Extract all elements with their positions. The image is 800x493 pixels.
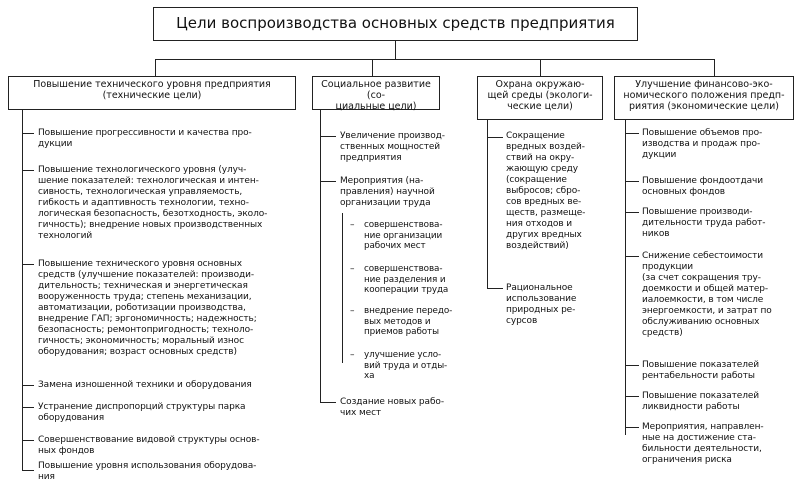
col3-tick: [487, 288, 503, 289]
col4-tick: [625, 396, 639, 397]
labor-organization-subitem: внедрение передо- вых методов и приемов работы: [364, 306, 453, 337]
col1-tick: [22, 264, 34, 265]
technical-goal-item: Повышение технического уровня основных средств (улучшение показателей: производи- дительность; техническая и энергетическая вооруженность труда; степень механизации, автоматизации, роботизации производства, внедрение ГАП; эргономичность; надежность; безопасность; ремонтопригодность; техноло- гичность; экономичность; моральный износ оборудования; возраст основных средств): [38, 259, 257, 357]
col4-tick: [625, 256, 639, 257]
header-social-goals: [312, 76, 440, 110]
labor-organization-subitem: улучшение усло- вий труда и отды- ха: [364, 350, 448, 381]
technical-goal-item: Замена изношенной техники и оборудования: [38, 380, 252, 390]
col1-connector: [155, 59, 156, 76]
col4-tick: [625, 365, 639, 366]
col2-tick: [320, 136, 336, 137]
col4-spine: [625, 120, 626, 435]
sub-bullet: –: [350, 264, 355, 274]
social-goal-item: Увеличение производ- ственных мощностей предприятия: [340, 131, 445, 163]
technical-goal-item: Устранение диспропорций структуры парка оборудования: [38, 402, 246, 423]
economic-goal-item: Снижение себестоимости продукции (за счет сокращения тру- доемкости и общей матер- иалоемкости, в том числе энергоемкости, и затрат по обслуживанию основных средств): [642, 251, 772, 338]
col3-connector: [540, 59, 541, 76]
technical-goal-item: Повышение прогрессивности и качества про- дукции: [38, 128, 252, 149]
sub-bullet: –: [350, 220, 355, 230]
col4-tick: [625, 427, 639, 428]
col1-tick: [22, 170, 34, 171]
ecological-goal-item: Рациональное использование природных ре- сурсов: [506, 283, 577, 326]
top-bus-line: [155, 59, 715, 60]
header-line: номического положения предп-: [623, 90, 785, 101]
labor-organization-subitem: совершенствова- ние разделения и кооперации труда: [364, 264, 449, 295]
col2-tick: [320, 181, 336, 182]
col1-tick: [22, 440, 34, 441]
social-goal-item: Создание новых рабо- чих мест: [340, 397, 444, 418]
header-line: циальные цели): [335, 101, 417, 112]
economic-goal-item: Повышение показателей рентабельности работы: [642, 360, 760, 381]
col2-spine: [320, 110, 321, 403]
labor-organization-subitem: совершенствова- ние организации рабочих мест: [364, 220, 443, 251]
technical-goal-item: Повышение технологического уровня (улуч- шение показателей: технологическая и интен- сивность, технологическая управляемость, гибкость и адаптивность технологии, техно- логическая безопасность, безотходность, эколо- гичность); внедрение новых производственных технологий: [38, 165, 268, 241]
col2-connector: [372, 59, 373, 76]
header-line: риятия (экономические цели): [629, 101, 779, 112]
header-technical-goals: [8, 76, 296, 110]
header-line: щей среды (экологи-: [487, 90, 593, 101]
col3-spine: [487, 120, 488, 288]
economic-goal-item: Повышение объемов про- изводства и продаж про- дукции: [642, 128, 763, 160]
col4-tick: [625, 212, 639, 213]
technical-goal-item: Совершенствование видовой структуры основ- ных фондов: [38, 435, 260, 456]
header-line: Улучшение финансово-эко-: [635, 79, 773, 90]
header-economic-goals: [614, 76, 794, 120]
sub-bullet: –: [350, 350, 355, 360]
ecological-goal-item: Сокращение вредных воздей- ствий на окру- жающую среду (сокращение выбросов; сбро- сов вредных ве- ществ, размеще- ния отходов и других вредных воздействий): [506, 131, 586, 251]
col2-tick: [320, 402, 336, 403]
header-line: Повышение технического уровня предприятия: [33, 79, 271, 90]
economic-goal-item: Повышение фондоотдачи основных фондов: [642, 176, 763, 197]
diagram-title: Цели воспроизводства основных средств предприятия: [153, 7, 638, 41]
economic-goal-item: Повышение показателей ликвидности работы: [642, 391, 760, 412]
col4-tick: [625, 181, 639, 182]
col4-tick: [625, 133, 639, 134]
title-connector: [395, 41, 396, 59]
col3-tick: [487, 137, 503, 138]
header-line: Социальное развитие (со-: [321, 79, 431, 101]
col1-spine: [22, 110, 23, 470]
col1-tick: [22, 133, 34, 134]
technical-goal-item: Повышение уровня использования оборудова- ния: [38, 461, 257, 482]
economic-goal-item: Мероприятия, направлен- ные на достижение ста- бильности деятельности, ограничения риска: [642, 422, 764, 465]
col1-tick: [22, 385, 34, 386]
col2-sub-spine: [342, 213, 343, 363]
col1-tick: [22, 407, 34, 408]
header-line: Охрана окружаю-: [495, 79, 585, 90]
sub-bullet: –: [350, 306, 355, 316]
header-line: (технические цели): [102, 90, 202, 101]
col4-connector: [714, 59, 715, 76]
header-ecological-goals: [477, 76, 603, 120]
social-goal-item: Мероприятия (на- правления) научной организации труда: [340, 176, 435, 208]
col1-tick: [22, 470, 34, 471]
economic-goal-item: Повышение производи- дительности труда работ- ников: [642, 207, 766, 239]
header-line: ческие цели): [507, 101, 573, 112]
